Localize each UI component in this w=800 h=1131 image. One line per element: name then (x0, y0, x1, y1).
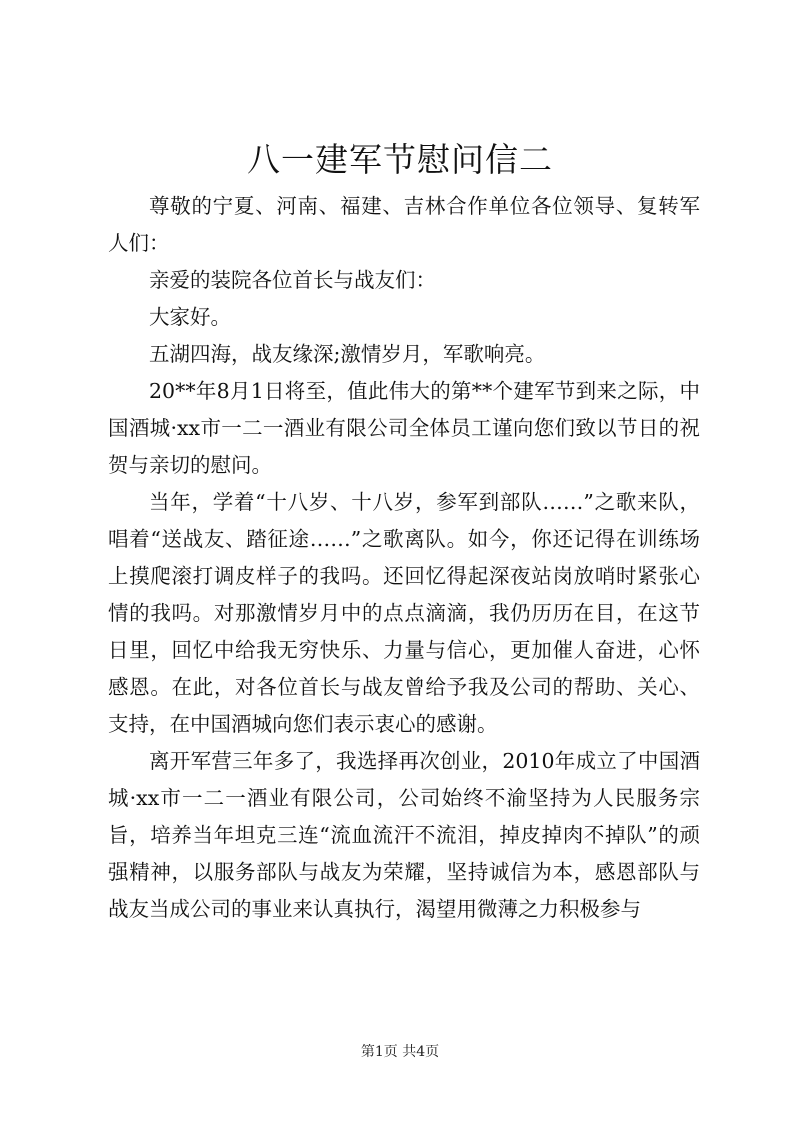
letter-body (108, 188, 700, 928)
body-paragraph-1: 20**年8月1日将至，值此伟大的第**个建军节到来之际，中国酒城·xx市一二一酒业有限公司全体员工谨向您们致以节日的祝贺与亲切的慰问。 (108, 379, 700, 477)
page-number-footer: 第1页 共4页 (360, 1044, 440, 1060)
document-title: 八一建军节慰问信二 (247, 140, 553, 179)
greeting-paragraph: 大家好。 (149, 305, 231, 329)
slogan-paragraph: 五湖四海，战友缘深;激情岁月，军歌响亮。 (149, 342, 546, 366)
body-paragraph-2: 当年，学着“十八岁、十八岁，参军到部队……”之歌来队，唱着“送战友、踏征途……”之歌离队。如今，你还记得在训练场上摸爬滚打调皮样子的我吗。还回忆得起深夜站岗放哨时紧张心情的我吗。对那激情岁月中的点点滴滴，我仍历历在目，在这节日里，回忆中给我无穷快乐、力量与信心，更加催人奋进，心怀感恩。在此，对各位首长与战友曾给予我及公司的帮助、关心、支持，在中国酒城向您们表示衷心的感谢。 (108, 490, 700, 736)
salutation-paragraph: 尊敬的宁夏、河南、福建、吉林合作单位各位领导、复转军人们： (108, 194, 700, 255)
body-paragraph-3: 离开军营三年多了，我选择再次创业，2010年成立了中国酒城·xx市一二一酒业有限公司，公司始终不渝坚持为人民服务宗旨，培养当年坦克三连“流血流汗不流泪，掉皮掉肉不掉队”的顽强精神，以服务部队与战友为荣耀，坚持诚信为本，感恩部队与战友当成公司的事业来认真执行，渴望用微薄之力积极参与 (108, 749, 700, 921)
salutation-paragraph-2: 亲爱的装院各位首长与战友们： (149, 268, 436, 292)
